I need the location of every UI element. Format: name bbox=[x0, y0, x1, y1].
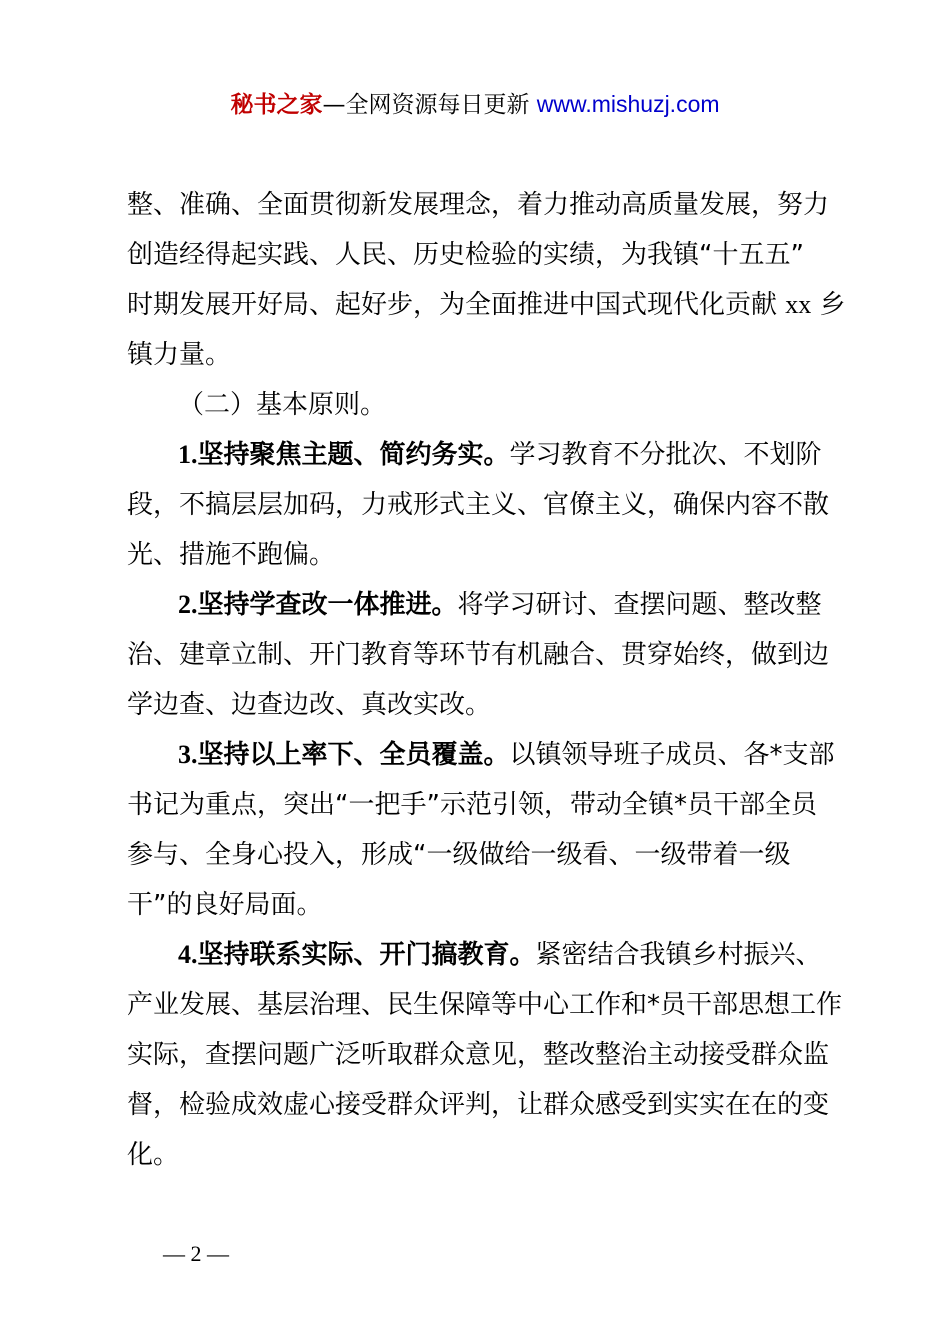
page-number: — 2 — bbox=[163, 1241, 229, 1266]
paragraph-line: 治、建章立制、开门教育等环节有机融合、贯穿始终，做到边 bbox=[127, 640, 830, 670]
principle-3-heading: 3.坚持以上率下、全员覆盖。以镇领导班子成员、各*支部 bbox=[178, 740, 835, 770]
principle-1-heading: 1.坚持聚焦主题、简约务实。学习教育不分批次、不划阶 bbox=[178, 440, 822, 470]
paragraph-line: 学边查、边查边改、真改实改。 bbox=[127, 690, 492, 720]
paragraph-line: 参与、全身心投入，形成“一级做给一级看、一级带着一级 bbox=[127, 840, 791, 870]
site-header bbox=[0, 86, 950, 123]
paragraph-line: 段，不搞层层加码，力戒形式主义、官僚主义，确保内容不散 bbox=[127, 490, 830, 520]
paragraph-line: 化。 bbox=[127, 1140, 180, 1170]
section-heading: （二）基本原则。 bbox=[178, 390, 387, 420]
header-slogan: —全网资源每日更新 bbox=[322, 92, 537, 118]
paragraph-line: 整、准确、全面贯彻新发展理念，着力推动高质量发展，努力 bbox=[127, 190, 830, 220]
paragraph-line: 书记为重点，突出“一把手”示范引领，带动全镇*员干部全员 bbox=[127, 790, 817, 820]
site-url-link[interactable]: www.mishuzj.com bbox=[536, 91, 720, 117]
paragraph-line: 时期发展开好局、起好步，为全面推进中国式现代化贡献 xx 乡 bbox=[127, 290, 846, 320]
paragraph-line: 产业发展、基层治理、民生保障等中心工作和*员干部思想工作 bbox=[127, 990, 843, 1020]
brand-name: 秘书之家 bbox=[230, 92, 323, 118]
paragraph-line: 干”的良好局面。 bbox=[127, 890, 323, 920]
paragraph-line: 创造经得起实践、人民、历史检验的实绩，为我镇“十五五” bbox=[127, 240, 804, 270]
paragraph-line: 实际，查摆问题广泛听取群众意见，整改整治主动接受群众监 bbox=[127, 1040, 830, 1070]
paragraph-line: 镇力量。 bbox=[127, 340, 232, 370]
paragraph-line: 光、措施不跑偏。 bbox=[127, 540, 336, 570]
principle-4-heading: 4.坚持联系实际、开门搞教育。紧密结合我镇乡村振兴、 bbox=[178, 940, 822, 970]
paragraph-line: 督，检验成效虚心接受群众评判，让群众感受到实实在在的变 bbox=[127, 1090, 830, 1120]
principle-2-heading: 2.坚持学查改一体推进。将学习研讨、查摆问题、整改整 bbox=[178, 590, 822, 620]
